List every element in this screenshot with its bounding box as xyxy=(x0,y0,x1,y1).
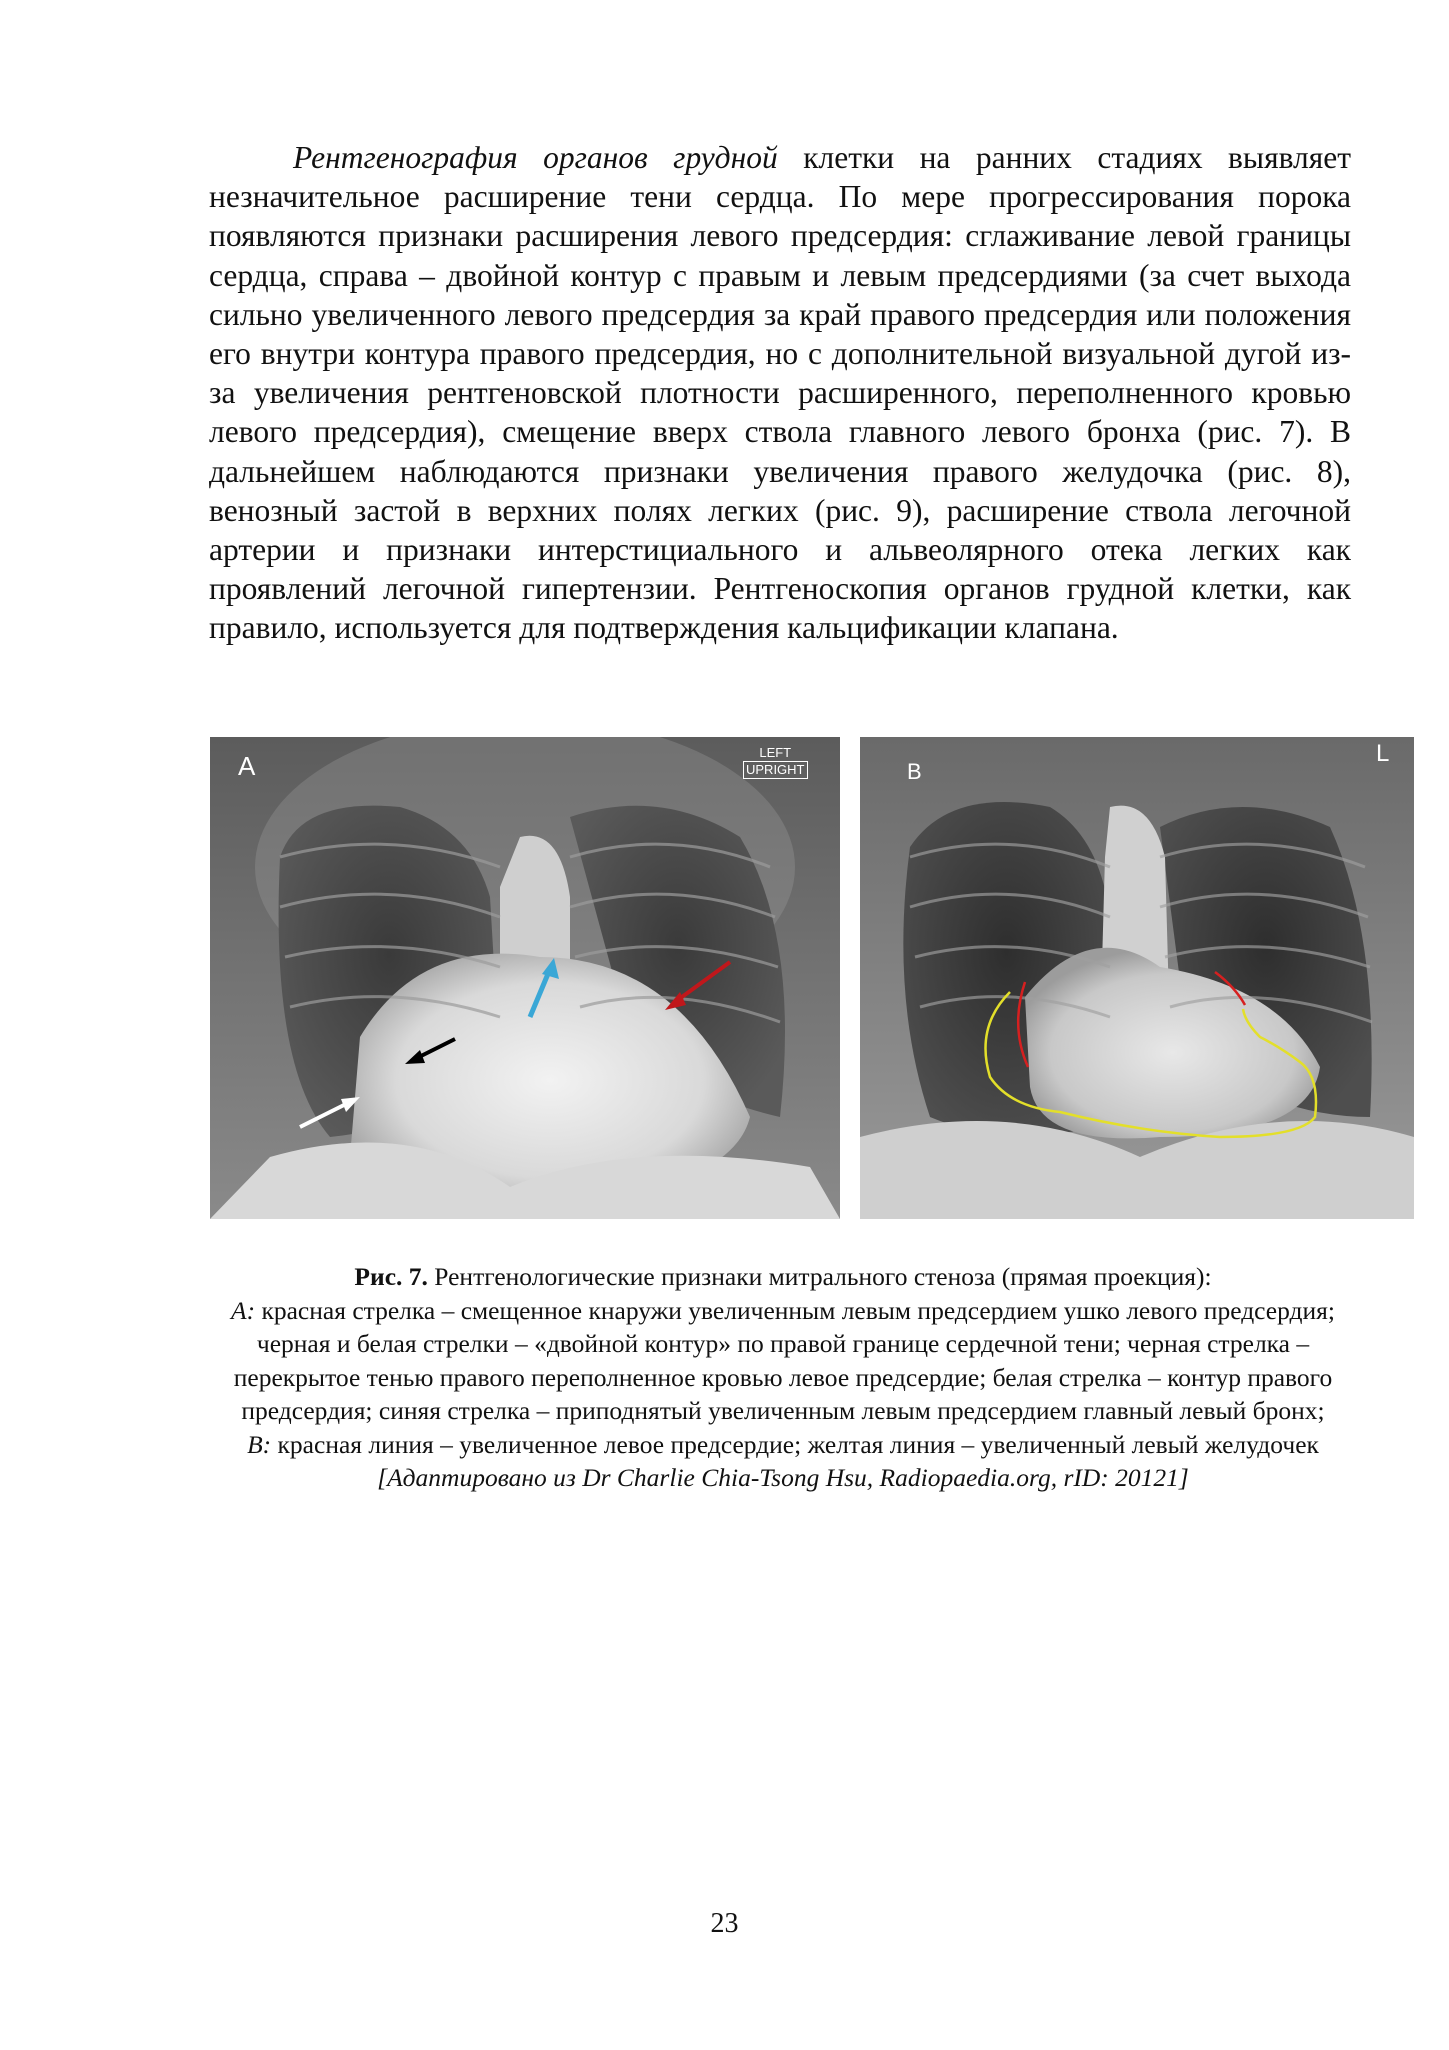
body-paragraph-text: клетки на ранних стадиях выявляет незначительное расширение тени сердца. По мере прогрессирования порока появляются признаки расширения левого предсердия: сглаживание левой границы сердца, справа – двойной контур с правым и левым предсердиями (за счет выхода сильно увеличенного левого предсердия за край правого предсердия или положения его внутри контура правого предсердия, но с дополнительной визуальной дугой из-за увеличения рентгеновской плотности расширенного, переполненного кровью левого предсердия), смещение вверх ствола главного левого бронха (рис. 7). В дальнейшем наблюдаются признаки увеличения правого желудочка (рис. 8), венозный застой в верхних полях легких (рис. 9), расширение ствола легочной артерии и признаки интерстициального и альвеолярного отека легких как проявлений легочной гипертензии. Рентгеноскопия органов грудной клетки, как правило, используется для подтверждения кальцификации клапана. xyxy=(209,140,1351,646)
body-paragraph xyxy=(209,138,1351,648)
panel-a-arrows xyxy=(210,737,840,1219)
caption-a-label: А: xyxy=(231,1295,256,1325)
caption-title: Рентгенологические признаки митрального стеноза (прямая проекция): xyxy=(427,1262,1212,1291)
figure-7 xyxy=(210,737,1414,1219)
panel-a-letter: A xyxy=(238,751,256,781)
panel-a-marker-left: LEFT xyxy=(759,745,792,760)
caption-b-label: B: xyxy=(247,1429,272,1459)
xray-panel-b xyxy=(860,737,1414,1219)
caption-b-text: красная линия – увеличенное левое предсердие; желтая линия – увеличенный левый желудочек xyxy=(271,1429,1319,1459)
red-arrow xyxy=(665,962,730,1010)
caption-b xyxy=(213,1428,1353,1462)
white-arrow xyxy=(300,1097,360,1127)
xray-panel-a xyxy=(210,737,840,1219)
caption-source: [Адаптировано из Dr Charlie Chia-Tsong Hsu, Radiopaedia.org, rID: 20121] xyxy=(377,1463,1189,1492)
panel-b-marker: L xyxy=(1376,740,1390,767)
blue-arrow xyxy=(530,958,559,1017)
caption-a-text: красная стрелка – смещенное кнаружи увеличенным левым предсердием ушко левого предсердия; черная и белая стрелки – «двойной контур» по правой границе сердечной тени; черная стрелка – перекрытое тенью правого переполненное кровью левое предсердие; белая стрелка – контур правого предсердия; синяя стрелка – приподнятый увеличенным левым предсердием главный левый бронх; xyxy=(233,1295,1335,1425)
page-number: 23 xyxy=(710,1908,739,1939)
body-paragraph-lead: Рентгенография органов грудной xyxy=(293,140,778,175)
panel-b-letter: B xyxy=(907,759,922,784)
black-arrow xyxy=(405,1039,455,1064)
panel-a-marker-upright: UPRIGHT xyxy=(743,761,808,779)
caption-a xyxy=(213,1294,1353,1428)
caption-title-line xyxy=(213,1260,1353,1294)
xray-b-image xyxy=(860,737,1414,1219)
caption-fig-label: Рис. 7. xyxy=(354,1262,428,1291)
figure-caption xyxy=(213,1260,1353,1495)
